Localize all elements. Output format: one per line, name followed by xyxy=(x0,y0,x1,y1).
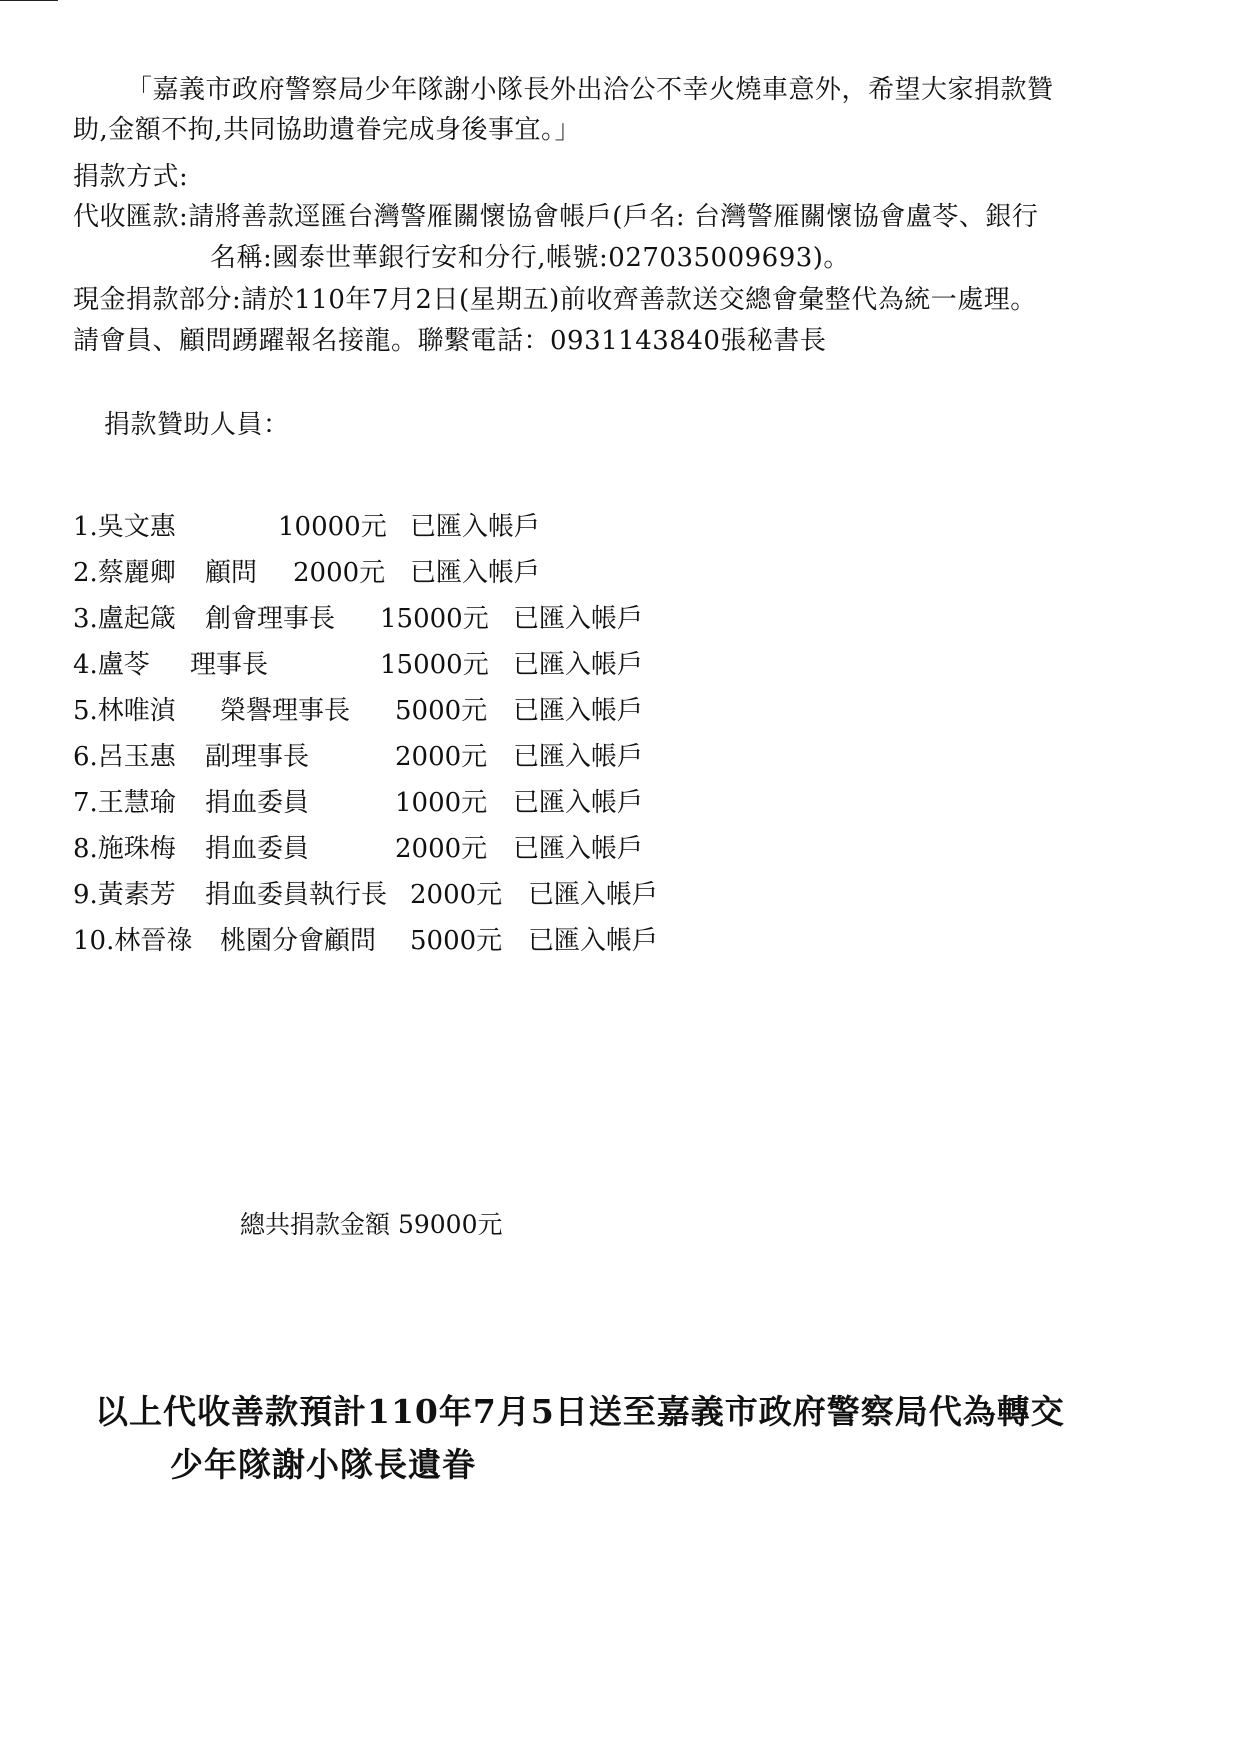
donor-amount: 2000元 xyxy=(410,880,503,910)
transfer-instruction-line-2: 名稱:國泰世華銀行安和分行,帳號:027035009693)。 xyxy=(210,243,850,273)
donor-status: 已匯入帳戶 xyxy=(513,742,644,772)
donor-status: 已匯入帳戶 xyxy=(410,558,541,588)
donor-status: 已匯入帳戶 xyxy=(528,880,659,910)
donor-title: 副理事長 xyxy=(205,742,310,772)
intro-line-1: 「嘉義市政府警察局少年隊謝小隊長外出洽公不幸火燒車意外，希望大家捐款贊 xyxy=(126,75,1054,105)
donor-status: 已匯入帳戶 xyxy=(513,696,644,726)
donor-title: 捐血委員 xyxy=(205,788,310,818)
donor-amount: 2000元 xyxy=(395,834,488,864)
donor-name: 10.林晉祿 xyxy=(73,926,193,956)
donor-title: 榮譽理事長 xyxy=(220,696,351,726)
donors-heading: 捐款贊助人員： xyxy=(104,410,290,440)
donor-name: 2.蔡麗卿 xyxy=(73,558,176,588)
donor-name: 6.呂玉惠 xyxy=(73,742,176,772)
donor-amount: 2000元 xyxy=(293,558,386,588)
transfer-instruction-line-1: 代收匯款:請將善款逕匯台灣警雁關懷協會帳戶(戶名: 台灣警雁關懷協會盧苓、銀行 xyxy=(73,202,1039,232)
donor-name: 8.施珠梅 xyxy=(73,834,176,864)
sign-up-call: 請會員、顧問踴躍報名接龍。聯繫電話：0931143840張秘書長 xyxy=(73,326,827,356)
donor-status: 已匯入帳戶 xyxy=(513,650,644,680)
donor-amount: 5000元 xyxy=(410,926,503,956)
donor-amount: 1000元 xyxy=(395,788,488,818)
donor-name: 7.王慧瑜 xyxy=(73,788,176,818)
donor-title: 顧問 xyxy=(205,558,258,588)
donor-title: 捐血委員 xyxy=(205,834,310,864)
donor-title: 捐血委員執行長 xyxy=(205,880,388,910)
page-corner-mark xyxy=(0,0,58,1)
donor-amount: 5000元 xyxy=(395,696,488,726)
donor-name: 5.林唯湞 xyxy=(73,696,176,726)
donor-name: 4.盧苓 xyxy=(73,650,150,680)
donor-status: 已匯入帳戶 xyxy=(513,834,644,864)
donor-status: 已匯入帳戶 xyxy=(513,788,644,818)
donor-status: 已匯入帳戶 xyxy=(513,604,644,634)
donor-name: 9.黃素芳 xyxy=(73,880,176,910)
donor-title: 桃園分會顧問 xyxy=(220,926,377,956)
donor-amount: 10000元 xyxy=(278,512,387,542)
donor-title: 創會理事長 xyxy=(205,604,336,634)
donor-status: 已匯入帳戶 xyxy=(528,926,659,956)
delivery-notice-line-2: 少年隊謝小隊長遺眷 xyxy=(170,1445,476,1484)
donor-name: 3.盧起箴 xyxy=(73,604,176,634)
donor-amount: 15000元 xyxy=(380,650,489,680)
total-donation-amount: 總共捐款金額 59000元 xyxy=(240,1210,503,1239)
donor-title: 理事長 xyxy=(190,650,269,680)
donor-name: 1.吳文惠 xyxy=(73,512,176,542)
cash-donation-instruction: 現金捐款部分:請於110年7月2日(星期五)前收齊善款送交總會彙整代為統一處理。 xyxy=(73,285,1037,315)
delivery-notice-line-1: 以上代收善款預計110年7月5日送至嘉義市政府警察局代為轉交 xyxy=(95,1392,1065,1431)
intro-line-2: 助,金額不拘,共同協助遺眷完成身後事宜。」 xyxy=(73,115,582,145)
donor-amount: 2000元 xyxy=(395,742,488,772)
donation-method-heading: 捐款方式: xyxy=(73,162,189,192)
donor-amount: 15000元 xyxy=(380,604,489,634)
donor-status: 已匯入帳戶 xyxy=(410,512,541,542)
